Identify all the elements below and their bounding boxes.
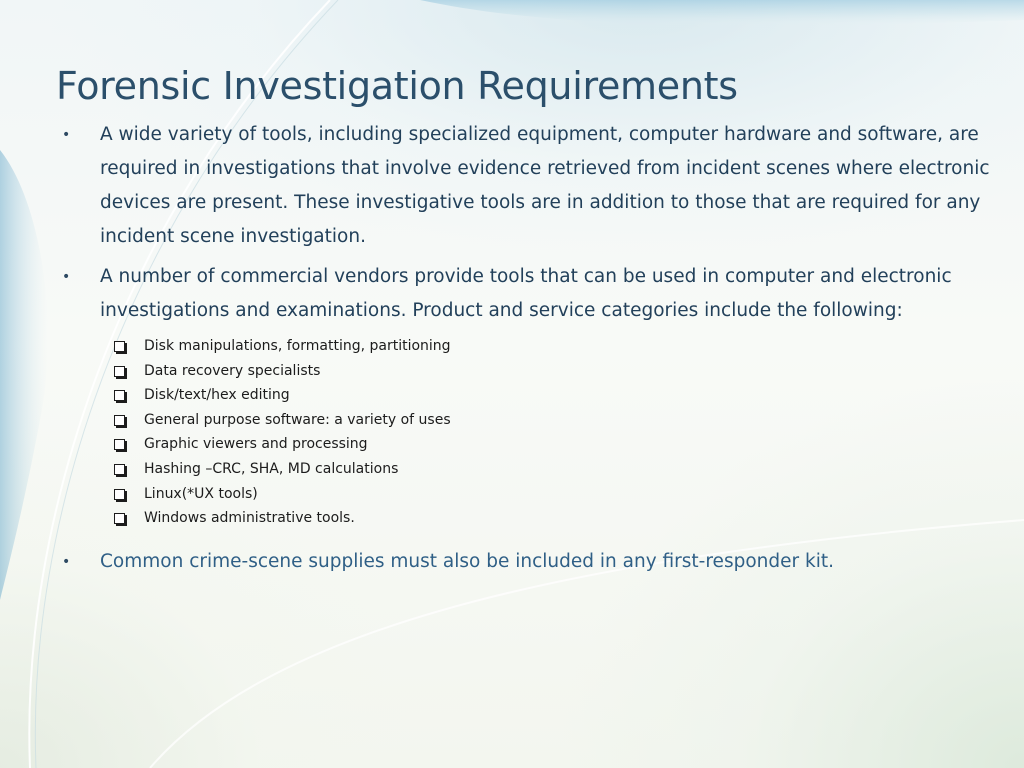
checkbox-square-icon: [114, 489, 125, 500]
bullet-text: A number of commercial vendors provide tools that can be used in computer and electronic investigations and examinations. Product and service categories include the following:: [100, 266, 952, 321]
checkbox-square-icon: [114, 366, 125, 377]
bullet-item-supplies: [62, 545, 992, 579]
checkbox-square-icon: [114, 341, 125, 352]
list-item: General purpose software: a variety of uses: [114, 408, 992, 433]
bullet-text: A wide variety of tools, including specialized equipment, computer hardware and software, are required in investigations that involve evidence retrieved from incident scenes where electronic devices are present. These investigative tools are in addition to those that are required for any incident scene investigation.: [100, 124, 990, 247]
list-item: Linux(*UX tools): [114, 482, 992, 507]
bullet-dot-icon: •: [62, 127, 71, 143]
bullet-text: Common crime-scene supplies must also be included in any first-responder kit.: [100, 550, 834, 572]
slide-content: [62, 118, 992, 585]
bullet-item-tools: [62, 118, 992, 254]
bullet-item-vendors: [62, 260, 992, 328]
checkbox-square-icon: [114, 513, 125, 524]
list-item: Data recovery specialists: [114, 359, 992, 384]
list-item: Graphic viewers and processing: [114, 432, 992, 457]
list-item: Disk manipulations, formatting, partitioning: [114, 334, 992, 359]
product-category-list: [114, 334, 992, 531]
left-blue-band: [0, 150, 48, 600]
top-right-band: [420, 0, 1024, 26]
checkbox-square-icon: [114, 415, 125, 426]
checkbox-square-icon: [114, 439, 125, 450]
slide-title: Forensic Investigation Requirements: [56, 64, 738, 108]
list-item: Hashing –CRC, SHA, MD calculations: [114, 457, 992, 482]
list-item: Disk/text/hex editing: [114, 383, 992, 408]
bullet-dot-icon: •: [62, 269, 71, 285]
bullet-dot-icon: •: [62, 553, 71, 570]
checkbox-square-icon: [114, 390, 125, 401]
list-item: Windows administrative tools.: [114, 506, 992, 531]
checkbox-square-icon: [114, 464, 125, 475]
